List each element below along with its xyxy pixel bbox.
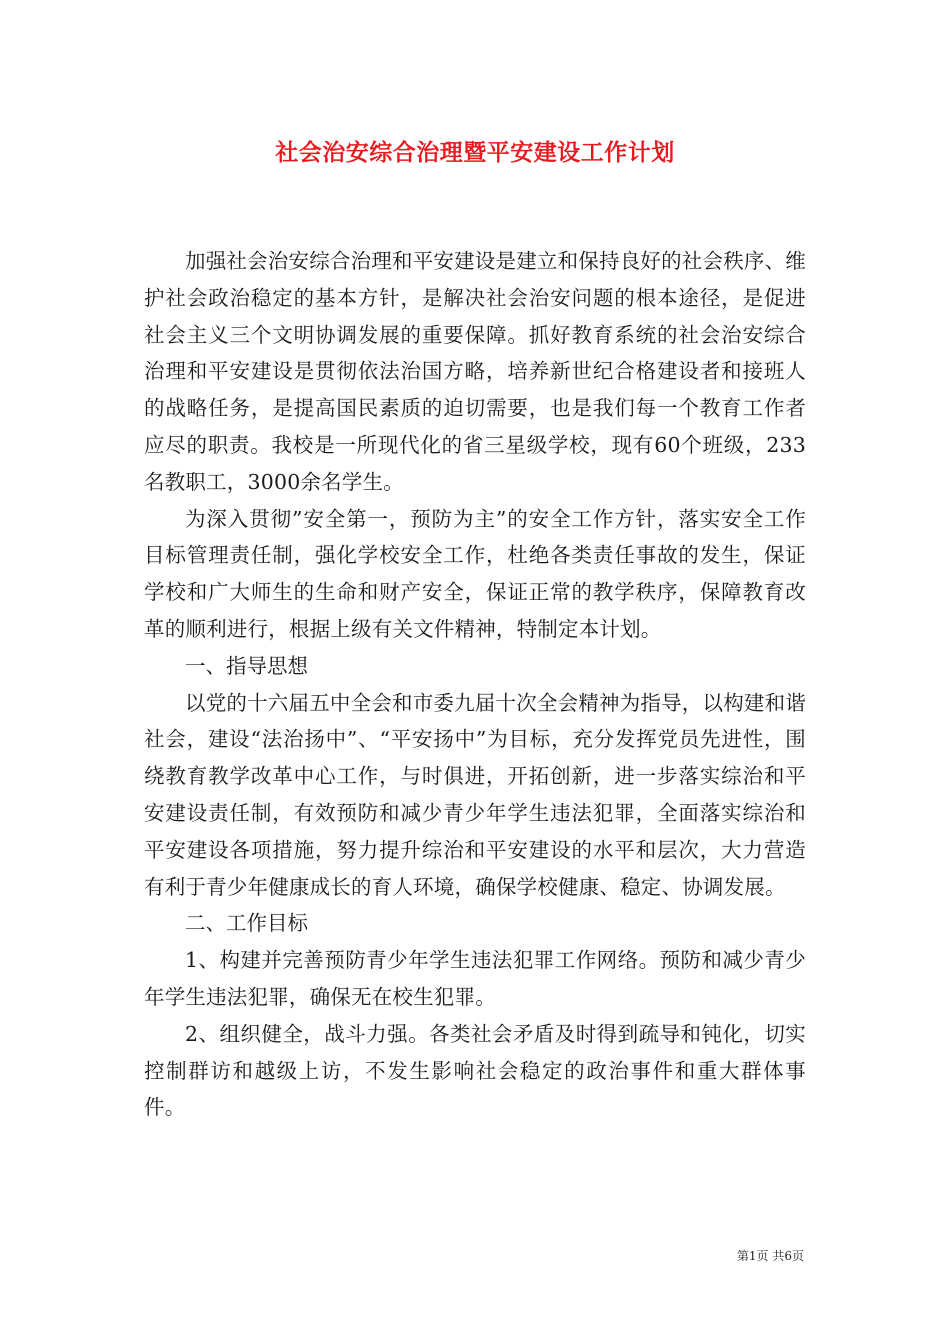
paragraph-purpose: 为深入贯彻”安全第一，预防为主”的安全工作方针，落实安全工作目标管理责任制，强化学校安全工作，杜绝各类责任事故的发生，保证学校和广大师生的生命和财产安全，保证正常的教学秩序，保障教育改革的顺利进行，根据上级有关文件精神，特制定本计划。 (144, 506, 806, 641)
paragraph-goal-1: 1、构建并完善预防青少年学生违法犯罪工作网络。预防和减少青少年学生违法犯罪，确保无在校生犯罪。 (144, 948, 806, 1009)
document-body (144, 243, 806, 1126)
paragraph-intro: 加强社会治安综合治理和平安建设是建立和保持良好的社会秩序、维护社会政治稳定的基本方针，是解决社会治安问题的根本途径，是促进社会主义三个文明协调发展的重要保障。抓好教育系统的社会治安综合治理和平安建设是贯彻依法治国方略，培养新世纪合格建设者和接班人的战略任务，是提高国民素质的迫切需要，也是我们每一个教育工作者应尽的职责。我校是一所现代化的省三星级学校，现有60个班级，233名教职工，3000余名学生。 (144, 249, 806, 494)
section-heading-guiding-ideology: 一、指导思想 (185, 653, 308, 678)
paragraph-guiding-ideology: 以党的十六届五中全会和市委九届十次全会精神为指导，以构建和谐社会，建设“法治扬中”、“平安扬中”为目标，充分发挥党员先进性，围绕教育教学改革中心工作，与时俱进，开拓创新，进一步落实综治和平安建设责任制，有效预防和减少青少年学生违法犯罪，全面落实综治和平安建设各项措施，努力提升综治和平安建设的水平和层次，大力营造有利于青少年健康成长的育人环境，确保学校健康、稳定、协调发展。 (144, 690, 806, 899)
paragraph-goal-2: 2、组织健全，战斗力强。各类社会矛盾及时得到疏导和钝化，切实控制群访和越级上访，不发生影响社会稳定的政治事件和重大群体事件。 (144, 1021, 806, 1120)
section-heading-work-goals: 二、工作目标 (185, 911, 308, 936)
document-title: 社会治安综合治理暨平安建设工作计划 (275, 139, 675, 166)
page-number-footer: 第1页 共6页 (736, 1249, 804, 1263)
